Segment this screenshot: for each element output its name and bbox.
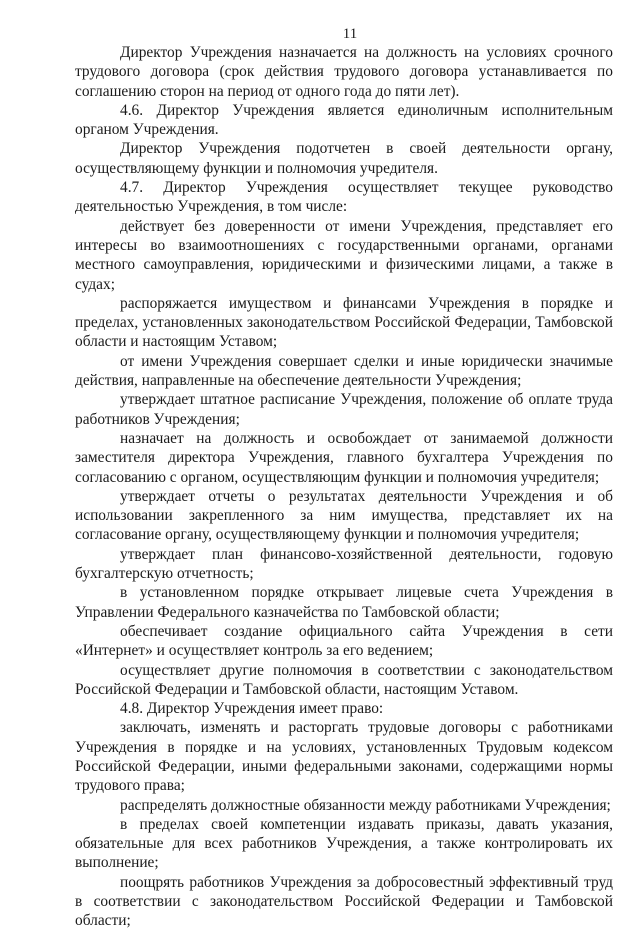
paragraph-approves-reports: утверждает отчеты о результатах деятельности Учреждения и об использовании закрепленного за ним имущества, представляет их на согласование органу, осуществляющему функции и полномочия учредителя; (75, 487, 613, 544)
paragraph-rewards-employees: поощрять работников Учреждения за добросовестный эффективный труд в соответствии с законодательством Российской Федерации и Тамбовской области; (75, 873, 613, 930)
paragraph-director-accountable: Директор Учреждения подотчетен в своей деятельности органу, осуществляющему функции и полномочия учредителя. (75, 140, 613, 177)
paragraph-distributes-duties: распределять должностные обязанности между работниками Учреждения; (120, 796, 611, 814)
paragraph-other-powers: осуществляет другие полномочия в соответствии с законодательством Российской Федерации и Тамбовской области, настоящим Уставом. (75, 661, 613, 698)
paragraph-approves-plan: утверждает план финансово-хозяйственной деятельности, годовую бухгалтерскую отчетность; (75, 545, 613, 583)
paragraph-4-7: 4.7. Директор Учреждения осуществляет текущее руководство деятельностью Учреждения, в том числе: (75, 179, 613, 216)
paragraph-labor-contracts: заключать, изменять и расторгать трудовые договоры с работниками Учреждения в порядке и на условиях, установленных Трудовым кодексом Российской Федерации, иными федеральными законами, содержащими нормы трудового права; (75, 719, 613, 795)
paragraph-opens-accounts: в установленном порядке открывает лицевые счета Учреждения в Управлении Федерального казначейства по Тамбовской области; (75, 584, 613, 621)
paragraph-appoints-deputy: назначает на должность и освобождает от занимаемой должности заместителя директора Учреждения, главного бухгалтера Учреждения по согласованию с органом, осуществляющим функции и полномочия учредителя; (75, 429, 613, 486)
page-number: 11 (342, 26, 358, 42)
paragraph-4-6: 4.6. Директор Учреждения является единоличным исполнительным органом Учреждения. (75, 101, 613, 139)
paragraph-issues-orders: в пределах своей компетенции издавать приказы, давать указания, обязательные для всех работников Учреждения, а также контролировать их выполнение; (75, 815, 613, 872)
document-body (75, 43, 613, 931)
paragraph-4-8: 4.8. Директор Учреждения имеет право: (120, 700, 384, 718)
paragraph-makes-transactions: от имени Учреждения совершает сделки и иные юридически значимые действия, направленные на обеспечение деятельности Учреждения; (75, 352, 613, 390)
paragraph-director-appointment: Директор Учреждения назначается на должность на условиях срочного трудового договора (срок действия трудового договора устанавливается по соглашению сторон на период от одного года до пяти лет). (75, 44, 613, 100)
paragraph-acts-without-power-of-attorney: действует без доверенности от имени Учреждения, представляет его интересы во взаимоотношениях с государственными органами, органами местного самоуправления, юридическими и физическими лицами, а также в судах; (75, 217, 613, 293)
paragraph-website: обеспечивает создание официального сайта Учреждения в сети «Интернет» и осуществляет контроль за его ведением; (75, 622, 613, 660)
paragraph-approves-staffing: утверждает штатное расписание Учреждения, положение об оплате труда работников Учреждения; (75, 391, 613, 428)
paragraph-manages-property: распоряжается имуществом и финансами Учреждения в порядке и пределах, установленных законодательством Российской Федерации, Тамбовской области и настоящим Уставом; (75, 294, 613, 351)
